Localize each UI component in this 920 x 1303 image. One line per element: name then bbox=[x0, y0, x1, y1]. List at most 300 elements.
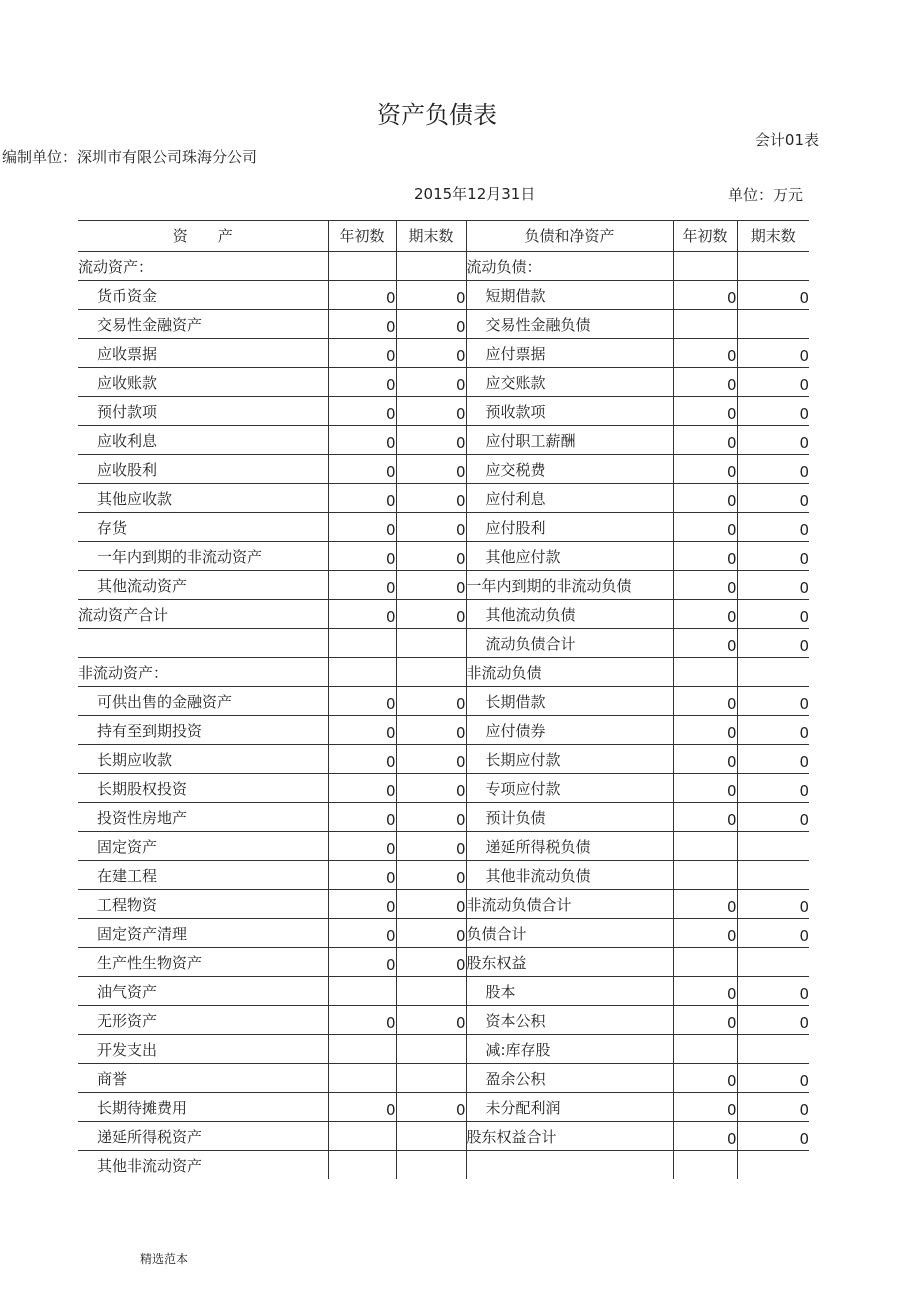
asset-end-value-text: 0 bbox=[455, 434, 466, 452]
liability-begin-value-text: 0 bbox=[726, 637, 737, 655]
liability-begin-value-text: 0 bbox=[726, 492, 737, 510]
liability-begin-value-text: 0 bbox=[726, 434, 737, 452]
liability-end-value-text: 0 bbox=[799, 811, 809, 829]
header-assets-end: 期末数 bbox=[396, 221, 466, 252]
liability-begin-value bbox=[673, 774, 737, 803]
liability-end-value-text: 0 bbox=[799, 1072, 809, 1090]
liability-begin-value-text: 0 bbox=[726, 898, 737, 916]
asset-begin-value-text: 0 bbox=[385, 869, 396, 887]
header-liab-begin: 年初数 bbox=[673, 221, 737, 252]
liability-begin-value bbox=[673, 948, 737, 977]
asset-begin-value bbox=[328, 339, 396, 368]
asset-begin-value bbox=[328, 1122, 396, 1151]
liability-end-value bbox=[737, 890, 809, 919]
liability-end-value-text: 0 bbox=[799, 1101, 809, 1119]
liability-end-value-text: 0 bbox=[799, 1014, 809, 1032]
liability-end-value-text: 0 bbox=[799, 637, 809, 655]
liability-name: 应付票据 bbox=[466, 339, 673, 368]
asset-begin-value bbox=[328, 629, 396, 658]
asset-begin-value bbox=[328, 368, 396, 397]
asset-name: 应收股利 bbox=[78, 455, 328, 484]
asset-name: 无形资产 bbox=[78, 1006, 328, 1035]
liability-begin-value bbox=[673, 310, 737, 339]
table-row bbox=[78, 513, 809, 542]
asset-begin-value-text: 0 bbox=[385, 840, 396, 858]
liability-name: 递延所得税负债 bbox=[466, 832, 673, 861]
header-liabilities: 负债和净资产 bbox=[466, 221, 673, 252]
liability-end-value bbox=[737, 1093, 809, 1122]
asset-end-value bbox=[396, 890, 466, 919]
asset-end-value bbox=[396, 745, 466, 774]
asset-end-value-text: 0 bbox=[455, 898, 466, 916]
liability-name: 股本 bbox=[466, 977, 673, 1006]
asset-begin-value bbox=[328, 774, 396, 803]
asset-name: 递延所得税资产 bbox=[78, 1122, 328, 1151]
asset-name: 固定资产清理 bbox=[78, 919, 328, 948]
table-row bbox=[78, 426, 809, 455]
table-row bbox=[78, 339, 809, 368]
liability-name: 应交账款 bbox=[466, 368, 673, 397]
asset-end-value bbox=[396, 571, 466, 600]
table-row bbox=[78, 252, 809, 281]
asset-name: 流动资产： bbox=[78, 252, 328, 281]
table-row bbox=[78, 310, 809, 339]
liability-begin-value-text: 0 bbox=[726, 289, 737, 307]
asset-begin-value-text: 0 bbox=[385, 405, 396, 423]
liability-end-value bbox=[737, 513, 809, 542]
asset-end-value bbox=[396, 1035, 466, 1064]
liability-begin-value bbox=[673, 919, 737, 948]
liability-begin-value bbox=[673, 977, 737, 1006]
liability-end-value bbox=[737, 687, 809, 716]
table-row bbox=[78, 803, 809, 832]
asset-end-value bbox=[396, 919, 466, 948]
liability-name: 负债合计 bbox=[466, 919, 673, 948]
liability-begin-value bbox=[673, 455, 737, 484]
liability-begin-value bbox=[673, 281, 737, 310]
liability-name: 应付利息 bbox=[466, 484, 673, 513]
asset-end-value-text: 0 bbox=[455, 695, 466, 713]
asset-begin-value-text: 0 bbox=[385, 898, 396, 916]
asset-end-value-text: 0 bbox=[455, 579, 466, 597]
liability-begin-value-text: 0 bbox=[726, 985, 737, 1003]
asset-name: 固定资产 bbox=[78, 832, 328, 861]
asset-end-value-text: 0 bbox=[455, 956, 466, 974]
asset-name: 开发支出 bbox=[78, 1035, 328, 1064]
asset-end-value bbox=[396, 252, 466, 281]
liability-end-value bbox=[737, 310, 809, 339]
asset-begin-value bbox=[328, 861, 396, 890]
asset-end-value-text: 0 bbox=[455, 724, 466, 742]
liability-end-value bbox=[737, 1151, 809, 1180]
header-assets-begin: 年初数 bbox=[328, 221, 396, 252]
asset-name: 货币资金 bbox=[78, 281, 328, 310]
liability-name: 交易性金融负债 bbox=[466, 310, 673, 339]
report-date: 2015年12月31日 bbox=[414, 185, 536, 203]
liability-begin-value bbox=[673, 1035, 737, 1064]
asset-end-value bbox=[396, 542, 466, 571]
asset-begin-value-text: 0 bbox=[385, 347, 396, 365]
asset-begin-value-text: 0 bbox=[385, 521, 396, 539]
liability-end-value-text: 0 bbox=[799, 521, 809, 539]
liability-name: 应交税费 bbox=[466, 455, 673, 484]
currency-unit: 单位：万元 bbox=[727, 186, 803, 204]
table-row bbox=[78, 1006, 809, 1035]
liability-begin-value bbox=[673, 1064, 737, 1093]
liability-name: 其他应付款 bbox=[466, 542, 673, 571]
liability-end-value bbox=[737, 629, 809, 658]
asset-name: 油气资产 bbox=[78, 977, 328, 1006]
liability-name: 应付债券 bbox=[466, 716, 673, 745]
asset-name: 应收票据 bbox=[78, 339, 328, 368]
liability-begin-value-text: 0 bbox=[726, 1101, 737, 1119]
asset-begin-value bbox=[328, 1093, 396, 1122]
liability-begin-value-text: 0 bbox=[726, 753, 737, 771]
asset-begin-value bbox=[328, 1064, 396, 1093]
asset-begin-value-text: 0 bbox=[385, 782, 396, 800]
asset-name: 长期股权投资 bbox=[78, 774, 328, 803]
asset-begin-value bbox=[328, 426, 396, 455]
table-row bbox=[78, 861, 809, 890]
asset-begin-value bbox=[328, 948, 396, 977]
asset-begin-value-text: 0 bbox=[385, 550, 396, 568]
liability-begin-value bbox=[673, 542, 737, 571]
liability-begin-value bbox=[673, 745, 737, 774]
liability-begin-value-text: 0 bbox=[726, 811, 737, 829]
asset-end-value bbox=[396, 629, 466, 658]
asset-end-value-text: 0 bbox=[455, 521, 466, 539]
liability-name: 未分配利润 bbox=[466, 1093, 673, 1122]
liability-name bbox=[466, 1151, 673, 1180]
liability-end-value bbox=[737, 252, 809, 281]
liability-begin-value-text: 0 bbox=[726, 405, 737, 423]
asset-end-value bbox=[396, 774, 466, 803]
asset-begin-value bbox=[328, 1035, 396, 1064]
liability-end-value-text: 0 bbox=[799, 782, 809, 800]
table-row bbox=[78, 571, 809, 600]
asset-name: 应收利息 bbox=[78, 426, 328, 455]
liability-end-value-text: 0 bbox=[799, 724, 809, 742]
liability-end-value bbox=[737, 658, 809, 687]
asset-begin-value bbox=[328, 310, 396, 339]
asset-begin-value-text: 0 bbox=[385, 376, 396, 394]
liability-name: 长期应付款 bbox=[466, 745, 673, 774]
liability-name: 非流动负债 bbox=[466, 658, 673, 687]
asset-end-value-text: 0 bbox=[455, 840, 466, 858]
asset-end-value-text: 0 bbox=[455, 1101, 466, 1119]
asset-end-value-text: 0 bbox=[455, 608, 466, 626]
asset-end-value-text: 0 bbox=[455, 318, 466, 336]
liability-end-value-text: 0 bbox=[799, 550, 809, 568]
asset-end-value bbox=[396, 368, 466, 397]
asset-end-value bbox=[396, 1093, 466, 1122]
liability-name: 其他非流动负债 bbox=[466, 861, 673, 890]
asset-end-value bbox=[396, 397, 466, 426]
asset-name: 可供出售的金融资产 bbox=[78, 687, 328, 716]
liability-begin-value bbox=[673, 513, 737, 542]
header-row bbox=[78, 221, 809, 252]
asset-end-value bbox=[396, 658, 466, 687]
asset-begin-value-text: 0 bbox=[385, 318, 396, 336]
asset-begin-value-text: 0 bbox=[385, 579, 396, 597]
liability-begin-value bbox=[673, 571, 737, 600]
header-liab-end: 期末数 bbox=[737, 221, 809, 252]
asset-name: 一年内到期的非流动资产 bbox=[78, 542, 328, 571]
liability-begin-value bbox=[673, 687, 737, 716]
balance-sheet-table bbox=[78, 220, 809, 1179]
asset-name: 生产性生物资产 bbox=[78, 948, 328, 977]
liability-name: 流动负债合计 bbox=[466, 629, 673, 658]
liability-name: 盈余公积 bbox=[466, 1064, 673, 1093]
liability-end-value bbox=[737, 745, 809, 774]
asset-end-value-text: 0 bbox=[455, 550, 466, 568]
liability-begin-value-text: 0 bbox=[726, 695, 737, 713]
liability-name: 预计负债 bbox=[466, 803, 673, 832]
liability-begin-value-text: 0 bbox=[726, 724, 737, 742]
asset-end-value bbox=[396, 687, 466, 716]
asset-begin-value bbox=[328, 1006, 396, 1035]
liability-begin-value bbox=[673, 397, 737, 426]
footer-note: 精选范本 bbox=[140, 1252, 189, 1266]
table-row bbox=[78, 687, 809, 716]
asset-begin-value-text: 0 bbox=[385, 724, 396, 742]
asset-end-value-text: 0 bbox=[455, 463, 466, 481]
asset-begin-value-text: 0 bbox=[385, 289, 396, 307]
asset-begin-value bbox=[328, 803, 396, 832]
liability-end-value bbox=[737, 977, 809, 1006]
table-row bbox=[78, 977, 809, 1006]
liability-end-value-text: 0 bbox=[799, 492, 809, 510]
liability-name: 资本公积 bbox=[466, 1006, 673, 1035]
table-row bbox=[78, 716, 809, 745]
asset-name: 长期应收款 bbox=[78, 745, 328, 774]
liability-end-value bbox=[737, 484, 809, 513]
liability-begin-value bbox=[673, 368, 737, 397]
table-row bbox=[78, 832, 809, 861]
liability-end-value bbox=[737, 339, 809, 368]
asset-name: 非流动资产： bbox=[78, 658, 328, 687]
liability-begin-value bbox=[673, 1151, 737, 1180]
liability-name: 应付职工薪酬 bbox=[466, 426, 673, 455]
asset-begin-value bbox=[328, 977, 396, 1006]
asset-name: 商誉 bbox=[78, 1064, 328, 1093]
asset-name: 流动资产合计 bbox=[78, 600, 328, 629]
liability-begin-value-text: 0 bbox=[726, 1072, 737, 1090]
liability-name: 其他流动负债 bbox=[466, 600, 673, 629]
asset-begin-value-text: 0 bbox=[385, 811, 396, 829]
liability-end-value bbox=[737, 948, 809, 977]
liability-end-value-text: 0 bbox=[799, 347, 809, 365]
table-row bbox=[78, 455, 809, 484]
liability-end-value bbox=[737, 571, 809, 600]
liability-end-value-text: 0 bbox=[799, 376, 809, 394]
asset-name: 预付款项 bbox=[78, 397, 328, 426]
table-row bbox=[78, 948, 809, 977]
table-row bbox=[78, 774, 809, 803]
liability-name: 长期借款 bbox=[466, 687, 673, 716]
asset-end-value-text: 0 bbox=[455, 376, 466, 394]
liability-end-value-text: 0 bbox=[799, 898, 809, 916]
asset-begin-value bbox=[328, 397, 396, 426]
liability-begin-value-text: 0 bbox=[726, 927, 737, 945]
asset-end-value-text: 0 bbox=[455, 289, 466, 307]
liability-end-value bbox=[737, 716, 809, 745]
asset-end-value bbox=[396, 426, 466, 455]
table-row bbox=[78, 1151, 809, 1180]
liability-begin-value-text: 0 bbox=[726, 1014, 737, 1032]
asset-begin-value bbox=[328, 484, 396, 513]
liability-name: 应付股利 bbox=[466, 513, 673, 542]
liability-begin-value bbox=[673, 1006, 737, 1035]
liability-name: 股东权益 bbox=[466, 948, 673, 977]
liability-end-value-text: 0 bbox=[799, 985, 809, 1003]
liability-end-value bbox=[737, 1006, 809, 1035]
table-row bbox=[78, 1064, 809, 1093]
asset-name: 存货 bbox=[78, 513, 328, 542]
liability-begin-value bbox=[673, 339, 737, 368]
liability-name: 一年内到期的非流动负债 bbox=[466, 571, 673, 600]
table-row bbox=[78, 658, 809, 687]
asset-name: 其他非流动资产 bbox=[97, 1157, 203, 1175]
liability-name: 预收款项 bbox=[466, 397, 673, 426]
asset-name: 投资性房地产 bbox=[78, 803, 328, 832]
liability-end-value-text: 0 bbox=[799, 753, 809, 771]
asset-name: 其他流动资产 bbox=[78, 571, 328, 600]
table-row bbox=[78, 629, 809, 658]
liability-begin-value bbox=[673, 1093, 737, 1122]
asset-end-value bbox=[396, 1006, 466, 1035]
asset-begin-value bbox=[328, 513, 396, 542]
liability-begin-value bbox=[673, 1122, 737, 1151]
liability-end-value-text: 0 bbox=[799, 463, 809, 481]
liability-end-value bbox=[737, 426, 809, 455]
asset-begin-value bbox=[328, 571, 396, 600]
table-row bbox=[78, 397, 809, 426]
table-row bbox=[78, 368, 809, 397]
liability-begin-value bbox=[673, 252, 737, 281]
asset-end-value-text: 0 bbox=[455, 347, 466, 365]
asset-begin-value bbox=[328, 542, 396, 571]
liability-end-value bbox=[737, 1035, 809, 1064]
asset-begin-value bbox=[328, 1151, 396, 1180]
asset-begin-value bbox=[328, 281, 396, 310]
asset-end-value bbox=[396, 339, 466, 368]
asset-name: 在建工程 bbox=[78, 861, 328, 890]
liability-end-value-text: 0 bbox=[799, 927, 809, 945]
asset-begin-value bbox=[328, 745, 396, 774]
asset-begin-value bbox=[328, 658, 396, 687]
asset-end-value bbox=[396, 600, 466, 629]
asset-end-value-text: 0 bbox=[455, 405, 466, 423]
asset-name: 工程物资 bbox=[78, 890, 328, 919]
liability-end-value bbox=[737, 919, 809, 948]
asset-begin-value bbox=[328, 832, 396, 861]
asset-end-value bbox=[396, 281, 466, 310]
asset-begin-value-text: 0 bbox=[385, 956, 396, 974]
liability-begin-value-text: 0 bbox=[726, 347, 737, 365]
asset-name: 长期待摊费用 bbox=[78, 1093, 328, 1122]
asset-end-value bbox=[396, 513, 466, 542]
liability-end-value bbox=[737, 774, 809, 803]
asset-begin-value-text: 0 bbox=[385, 695, 396, 713]
asset-end-value bbox=[396, 1151, 466, 1180]
asset-begin-value bbox=[328, 600, 396, 629]
asset-end-value bbox=[396, 861, 466, 890]
table-row bbox=[78, 484, 809, 513]
asset-begin-value bbox=[328, 919, 396, 948]
liability-begin-value-text: 0 bbox=[726, 550, 737, 568]
asset-end-value bbox=[396, 455, 466, 484]
asset-begin-value-text: 0 bbox=[385, 463, 396, 481]
asset-begin-value-text: 0 bbox=[385, 608, 396, 626]
liability-begin-value bbox=[673, 629, 737, 658]
liability-end-value bbox=[737, 542, 809, 571]
liability-name: 股东权益合计 bbox=[466, 1122, 673, 1151]
asset-end-value bbox=[396, 1122, 466, 1151]
liability-end-value-text: 0 bbox=[799, 1130, 809, 1148]
asset-end-value bbox=[396, 832, 466, 861]
asset-begin-value-text: 0 bbox=[385, 492, 396, 510]
liability-begin-value bbox=[673, 716, 737, 745]
table-row bbox=[78, 600, 809, 629]
liability-begin-value-text: 0 bbox=[726, 608, 737, 626]
balance-sheet-body bbox=[78, 221, 809, 1180]
asset-begin-value-text: 0 bbox=[385, 1101, 396, 1119]
table-row bbox=[78, 745, 809, 774]
asset-name bbox=[78, 629, 328, 658]
asset-end-value-text: 0 bbox=[455, 811, 466, 829]
asset-begin-value-text: 0 bbox=[385, 1014, 396, 1032]
liability-end-value bbox=[737, 281, 809, 310]
liability-end-value bbox=[737, 1064, 809, 1093]
liability-begin-value bbox=[673, 658, 737, 687]
asset-end-value-text: 0 bbox=[455, 753, 466, 771]
asset-end-value bbox=[396, 977, 466, 1006]
asset-end-value bbox=[396, 716, 466, 745]
liability-name: 短期借款 bbox=[466, 281, 673, 310]
asset-begin-value bbox=[328, 716, 396, 745]
table-row bbox=[78, 890, 809, 919]
liability-begin-value-text: 0 bbox=[726, 376, 737, 394]
table-row bbox=[78, 1093, 809, 1122]
liability-end-value bbox=[737, 397, 809, 426]
asset-end-value-text: 0 bbox=[455, 869, 466, 887]
table-row bbox=[78, 1122, 809, 1151]
asset-end-value bbox=[396, 310, 466, 339]
asset-end-value bbox=[396, 1064, 466, 1093]
table-row bbox=[78, 919, 809, 948]
page-title: 资产负债表 bbox=[377, 101, 497, 129]
asset-end-value bbox=[396, 948, 466, 977]
asset-end-value bbox=[396, 803, 466, 832]
asset-begin-value-text: 0 bbox=[385, 927, 396, 945]
liability-begin-value bbox=[673, 803, 737, 832]
asset-end-value-text: 0 bbox=[455, 1014, 466, 1032]
liability-name: 减:库存股 bbox=[466, 1035, 673, 1064]
liability-name: 专项应付款 bbox=[466, 774, 673, 803]
liability-name: 非流动负债合计 bbox=[466, 890, 673, 919]
liability-end-value-text: 0 bbox=[799, 289, 809, 307]
asset-begin-value bbox=[328, 890, 396, 919]
company-name: 编制单位：深圳市有限公司珠海分公司 bbox=[2, 148, 258, 166]
liability-begin-value bbox=[673, 600, 737, 629]
liability-end-value bbox=[737, 455, 809, 484]
asset-name: 其他应收款 bbox=[78, 484, 328, 513]
table-row bbox=[78, 1035, 809, 1064]
asset-end-value-text: 0 bbox=[455, 782, 466, 800]
asset-end-value bbox=[396, 484, 466, 513]
table-row bbox=[78, 542, 809, 571]
